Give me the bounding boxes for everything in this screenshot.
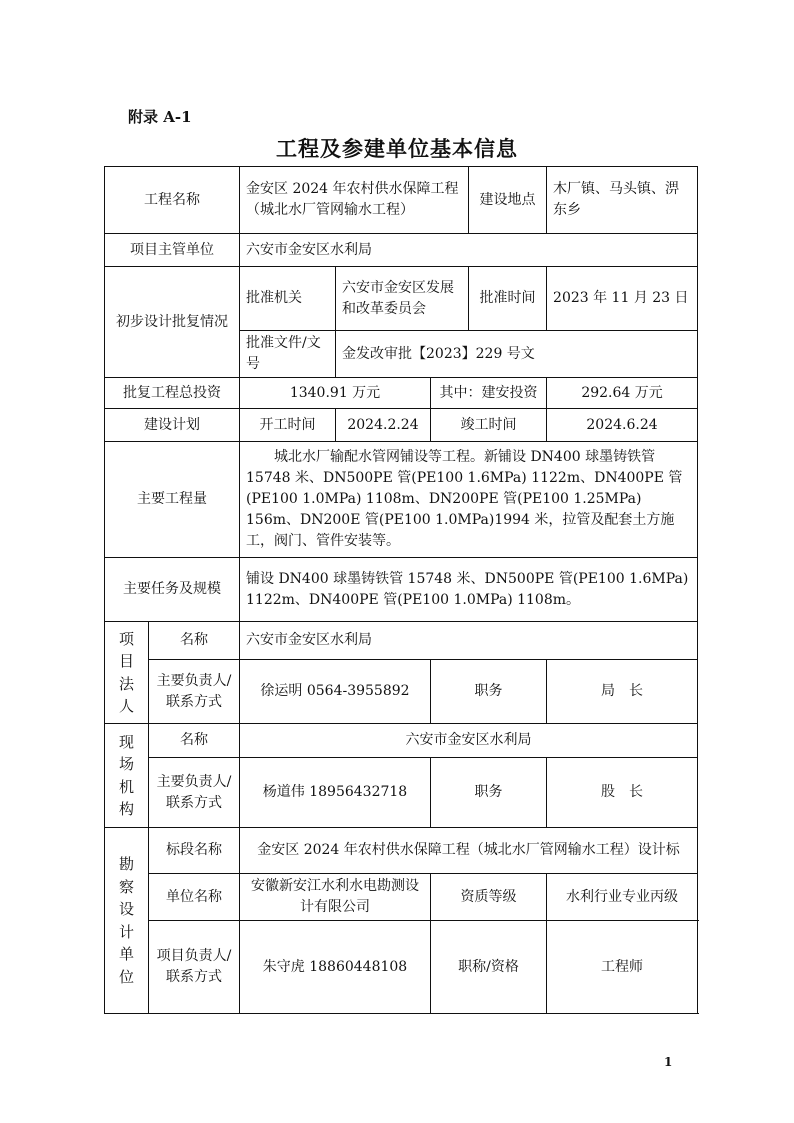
approval-org-value: 六安市金安区发展和改革委员会 [336,267,469,331]
legal-name-value: 六安市金安区水利局 [240,622,698,660]
design-unit-label: 单位名称 [149,874,240,921]
page-number: 1 [664,1055,673,1069]
row-schedule [105,409,698,442]
design-qual-value: 水利行业专业丙级 [547,874,698,921]
legal-group-label: 项 目 法 人 [105,622,149,724]
row-authority [105,234,698,267]
design-group-label: 勘 察 设 计 单 位 [105,828,149,1014]
site-name-label: 名称 [149,724,240,758]
investment-label: 批复工程总投资 [105,378,240,409]
end-label: 竣工时间 [431,409,547,442]
approval-label: 初步设计批复情况 [105,267,240,378]
approval-doc-label: 批准文件/文号 [240,331,336,378]
quantities-value: 城北水厂输配水管网铺设等工程。新铺设 DN400 球墨铸铁管 15748 米、DN500PE 管(PE100 1.6MPa) 1122m、DN400PE 管(PE100 1.0MPa) 1108m、DN200PE 管(PE100 1.25MPa) 156m、DN200E 管(PE100 1.0MPa)1994 米，拉管及配套土方施工，阀门、管件安装等。 [240,442,698,558]
start-value: 2024.2.24 [336,409,431,442]
investment-sub-label: 其中：建安投资 [431,378,547,409]
site-contact-label: 主要负责人/联系方式 [149,758,240,828]
design-section-value: 金安区 2024 年农村供水保障工程（城北水厂管网输水工程）设计标 [240,828,698,874]
row-investment [105,378,698,409]
legal-post-value: 局 长 [547,660,698,724]
authority-label: 项目主管单位 [105,234,240,267]
tasks-value: 铺设 DN400 球墨铸铁管 15748 米、DN500PE 管(PE100 1.6MPa) 1122m、DN400PE 管(PE100 1.0MPa) 1108m。 [240,558,698,622]
document-title: 工程及参建单位基本信息 [276,136,518,161]
legal-contact-value: 徐运明 0564-3955892 [240,660,431,724]
row-design-leader [105,921,698,1014]
row-quantities [105,442,698,558]
design-leader-value: 朱守虎 18860448108 [240,921,431,1014]
legal-post-label: 职务 [431,660,547,724]
row-site-name [105,724,698,758]
schedule-label: 建设计划 [105,409,240,442]
approval-doc-value: 金发改审批【2023】229 号文 [336,331,698,378]
design-leader-label: 项目负责人/联系方式 [149,921,240,1014]
site-post-value: 股 长 [547,758,698,828]
approval-org-label: 批准机关 [240,267,336,331]
approval-time-label: 批准时间 [469,267,547,331]
row-design-section [105,828,698,874]
site-group-label: 现 场 机 构 [105,724,149,828]
project-name-label: 工程名称 [105,167,240,234]
row-legal-name [105,622,698,660]
investment-value: 1340.91 万元 [240,378,431,409]
row-approval-org [105,267,698,331]
site-contact-value: 杨道伟 18956432718 [240,758,431,828]
quantities-label: 主要工程量 [105,442,240,558]
legal-name-label: 名称 [149,622,240,660]
tasks-label: 主要任务及规模 [105,558,240,622]
row-legal-contact [105,660,698,724]
project-name-value: 金安区 2024 年农村供水保障工程（城北水厂管网输水工程） [240,167,469,234]
design-qual-label: 资质等级 [431,874,547,921]
authority-value: 六安市金安区水利局 [240,234,698,267]
site-name-value: 六安市金安区水利局 [240,724,698,758]
site-post-label: 职务 [431,758,547,828]
info-table [104,166,698,1014]
design-title-value: 工程师 [547,921,698,1014]
legal-contact-label: 主要负责人/联系方式 [149,660,240,724]
row-design-unit [105,874,698,921]
appendix-label: 附录 A-1 [128,108,192,126]
end-value: 2024.6.24 [547,409,698,442]
design-unit-value: 安徽新安江水利水电勘测设计有限公司 [240,874,431,921]
row-project-name [105,167,698,234]
location-label: 建设地点 [469,167,547,234]
investment-sub-value: 292.64 万元 [547,378,698,409]
location-value: 木厂镇、马头镇、淠东乡 [547,167,698,234]
row-tasks [105,558,698,622]
start-label: 开工时间 [240,409,336,442]
row-site-contact [105,758,698,828]
design-section-label: 标段名称 [149,828,240,874]
approval-time-value: 2023 年 11 月 23 日 [547,267,698,331]
design-title-label: 职称/资格 [431,921,547,1014]
